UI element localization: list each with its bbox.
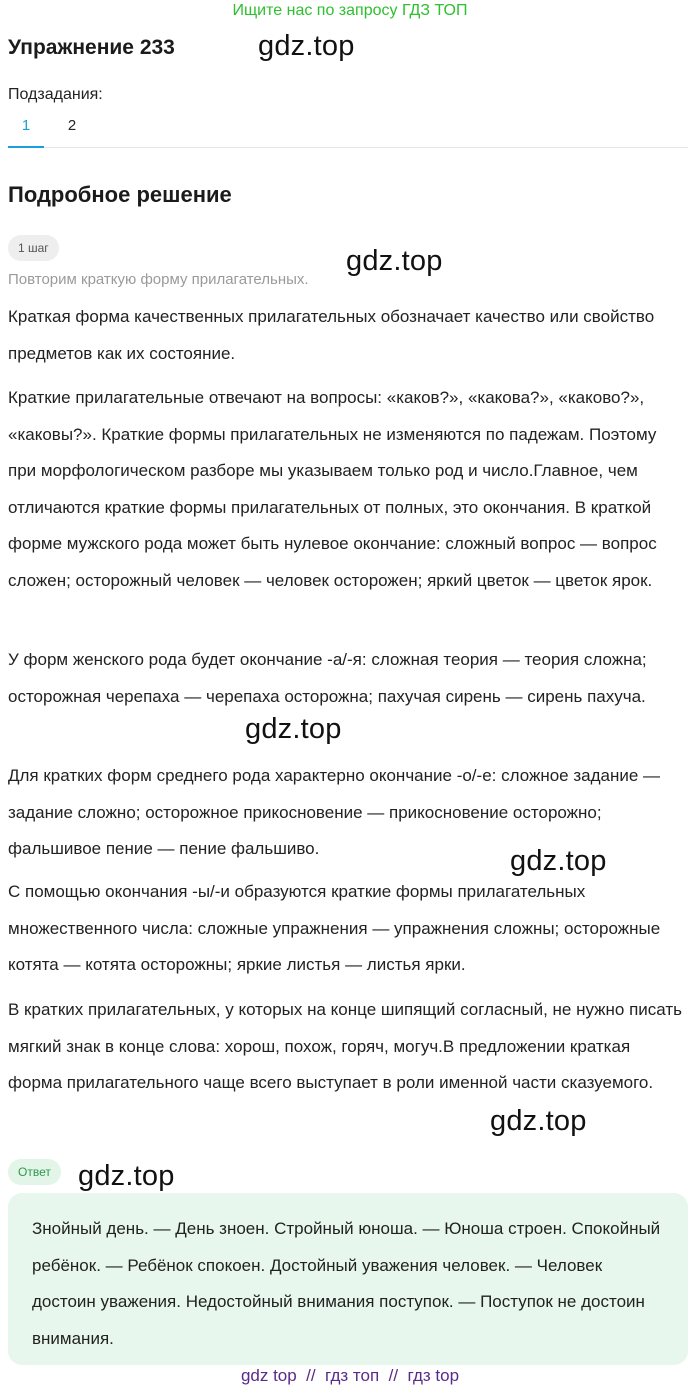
watermark: gdz.top (258, 30, 355, 62)
watermark: gdz.top (346, 245, 443, 277)
intro-text: Повторим краткую форму прилагательных. (8, 271, 309, 288)
watermark: gdz.top (490, 1105, 587, 1137)
step-badge: 1 шаг (8, 235, 59, 261)
solution-title: Подробное решение (8, 182, 232, 207)
search-banner: Ищите нас по запросу ГДЗ ТОП (232, 2, 468, 19)
footer-watermark: gdz top // гдз топ // гдз top (240, 1366, 460, 1385)
subtasks-label: Подзадания: (8, 86, 103, 103)
tab-subtask-2[interactable]: 2 (67, 117, 77, 134)
answer-box (8, 1193, 688, 1365)
answer-badge: Ответ (8, 1159, 61, 1185)
watermark: gdz.top (78, 1160, 175, 1192)
answer-text: Знойный день. — День зноен. Стройный юноша. — Юноша строен. Спокойный ребёнок. — Ребёнок спокоен. Достойный уважения человек. — Человек достоин уважения. Недостойный внимания поступок. — Поступок не достоин внимания. (32, 1219, 661, 1348)
solution-paragraph: Краткие прилагательные отвечают на вопросы: «каков?», «какова?», «каково?», «каковы?». Краткие формы прилагательных не изменяются по падежам. Поэтому при морфологическом разборе мы указываем только род и число.Главное, чем отличаются краткие формы прилагательных от полных, это окончания. В краткой форме мужского рода может быть нулевое окончание: сложный вопрос — вопрос сложен; осторожный человек — человек осторожен; яркий цветок — цветок ярок. (8, 388, 657, 590)
solution-paragraph: Для кратких форм среднего рода характерно окончание -о/-е: сложное задание — задание сложно; осторожное прикосновение — прикосновение осторожно; фальшивое пение — пение фальшиво. (8, 766, 661, 858)
subtask-tabs (8, 113, 688, 148)
solution-paragraph: У форм женского рода будет окончание -а/-я: сложная теория — теория сложна; осторожная черепаха — черепаха осторожна; пахучая сирень — сирень пахуча. (8, 650, 647, 706)
solution-paragraph: Краткая форма качественных прилагательных обозначает качество или свойство предметов как их состояние. (8, 307, 655, 363)
watermark: gdz.top (510, 845, 607, 877)
tab-subtask-1[interactable]: 1 (8, 117, 44, 148)
solution-paragraph: В кратких прилагательных, у которых на конце шипящий согласный, не нужно писать мягкий знак в конце слова: хорош, похож, горяч, могуч.В предложении краткая форма прилагательного чаще всего выступает в роли именной части сказуемого. (8, 1000, 683, 1092)
solution-paragraph: С помощью окончания -ы/-и образуются краткие формы прилагательных множественного числа: сложные упражнения — упражнения сложны; осторожные котята — котята осторожны; яркие листья — листья ярки. (8, 882, 661, 974)
page-title: Упражнение 233 (8, 36, 175, 59)
watermark: gdz.top (245, 713, 342, 745)
